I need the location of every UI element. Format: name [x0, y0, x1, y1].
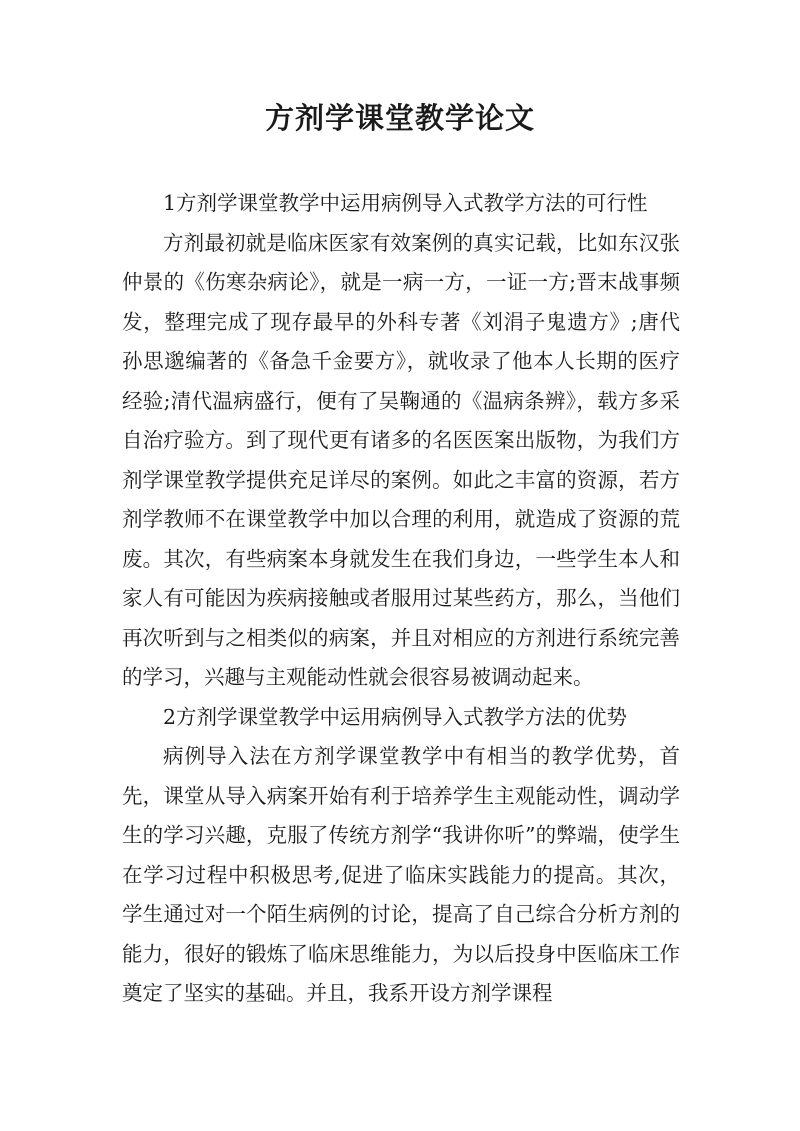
document-body: [122, 184, 680, 1014]
section-1-heading: 1方剂学课堂教学中运用病例导入式教学方法的可行性: [163, 191, 648, 215]
section-2-heading: 2方剂学课堂教学中运用病例导入式教学方法的优势: [163, 704, 628, 729]
document-title: 方剂学课堂教学论文: [264, 101, 535, 135]
section-2-paragraph: 病例导入法在方剂学课堂教学中有相当的教学优势，首先，课堂从导入病案开始有利于培养学生主观能动性，调动学生的学习兴趣，克服了传统方剂学“我讲你听”的弊端，使学生在学习过程中积极思考,促进了临床实践能力的提高。其次，学生通过对一个陌生病例的讨论，提高了自己综合分析方剂的能力，很好的锻炼了临床思维能力，为以后投身中医临床工作奠定了坚实的基础。并且，我系开设方剂学课程: [122, 744, 680, 1005]
section-1-paragraph: 方剂最初就是临床医家有效案例的真实记载，比如东汉张仲景的《伤寒杂病论》，就是一病一方，一证一方;晋末战事频发，整理完成了现存最早的外科专著《刘涓子鬼遗方》;唐代孙思邈编著的《备急千金要方》，就收录了他本人长期的医疗经验;清代温病盛行，便有了吴鞠通的《温病条辨》，载方多采自治疗验方。到了现代更有诸多的名医医案出版物，为我们方剂学课堂教学提供充足详尽的案例。如此之丰富的资源，若方剂学教师不在课堂教学中加以合理的利用，就造成了资源的荒废。其次，有些病案本身就发生在我们身边，一些学生本人和家人有可能因为疾病接触或者服用过某些药方，那么，当他们再次听到与之相类似的病案，并且对相应的方剂进行系统完善的学习，兴趣与主观能动性就会很容易被调动起来。: [122, 230, 680, 689]
